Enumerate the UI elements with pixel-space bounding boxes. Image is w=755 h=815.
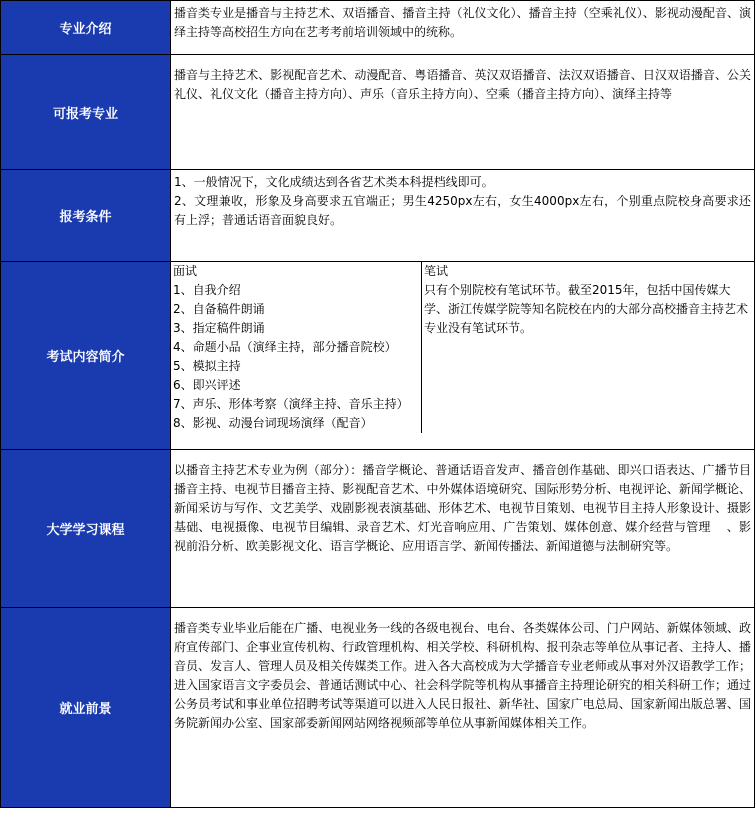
- row-label-majors: 可报考专业: [1, 55, 171, 170]
- interview-item: 7、声乐、形体考察（演绎主持、音乐主持）: [173, 397, 409, 411]
- row-label-career: 就业前景: [1, 608, 171, 808]
- interview-item: 3、指定稿件朗诵: [173, 321, 265, 335]
- row-content-exam: [171, 262, 755, 450]
- row-content-majors: [171, 55, 755, 170]
- requirement-line-1: 1、一般情况下，文化成绩达到各省艺术类本科提档线即可。: [174, 175, 494, 189]
- row-label-intro: 专业介绍: [1, 1, 171, 55]
- interview-item: 1、自我介绍: [173, 283, 241, 297]
- row-label-exam: 考试内容简介: [1, 262, 171, 450]
- row-content-requirements: [171, 170, 755, 262]
- row-requirements: [1, 170, 755, 262]
- row-career: [1, 608, 755, 808]
- row-content-intro: [171, 1, 755, 55]
- row-content-career: [171, 608, 755, 808]
- written-text: 只有个别院校有笔试环节。截至2015年，包括中国传媒大学、浙江传媒学院等知名院校在内的大部分高校播音主持艺术专业没有笔试环节。: [424, 283, 749, 335]
- interview-item: 4、命题小品（演绎主持，部分播音院校）: [173, 340, 397, 354]
- interview-cell: [171, 262, 422, 433]
- interview-title: 面试: [173, 264, 198, 278]
- interview-item: 8、影视、动漫台词现场演绎（配音）: [173, 416, 373, 430]
- row-label-courses: 大学学习课程: [1, 450, 171, 608]
- row-intro: [1, 1, 755, 55]
- row-content-courses: [171, 450, 755, 608]
- requirement-line-2: 2、文理兼收，形象及身高要求五官端正；男生4250px左右，女生4000px左右，个别重点院校身高要求还有上浮；普通话语音面貌良好。: [174, 194, 751, 227]
- interview-item: 6、即兴评述: [173, 378, 241, 392]
- written-title: 笔试: [424, 264, 449, 278]
- interview-item: 5、模拟主持: [173, 359, 241, 373]
- row-courses: [1, 450, 755, 608]
- exam-inner-table: [171, 262, 754, 433]
- written-cell: [422, 262, 755, 433]
- courses-text: 以播音主持艺术专业为例（部分）：播音学概论、普通话语音发声、播音创作基础、即兴口语表达、广播节目播音主持、电视节目播音主持、影视配音艺术、中外媒体语境研究、国际形势分析、电视评论、新闻学概论、新闻采访与写作、文艺美学、戏剧影视表演基础、形体艺术、电视节目策划、电视节目主持人形象设计、摄影基础、电视摄像、电视节目编辑、录音艺术、灯光音响应用、广告策划、媒体创意、媒介经营与管理 、影视前沿分析、欧美影视文化、语言学概论、应用语言学、新闻传播法、新闻道德与法制研究等。: [174, 463, 751, 553]
- career-text: 播音类专业毕业后能在广播、电视业务一线的各级电视台、电台、各类媒体公司、门户网站、新媒体领域、政府宣传部门、企事业宣传机构、行政管理机构、相关学校、科研机构、报刊杂志等单位从事记者、主持人、播音员、发言人、管理人员及相关传媒类工作。进入各大高校成为大学播音专业老师或从事对外汉语教学工作；进入国家语言文字委员会、普通话测试中心、社会科学院等机构从事播音主持理论研究的相关科研工作；通过公务员考试和事业单位招聘考试等渠道可以进入人民日报社、新华社、国家广电总局、国家新闻出版总署、国务院新闻办公室、国家部委新闻网站网络视频部等单位从事新闻媒体相关工作。: [174, 621, 751, 730]
- row-exam: [1, 262, 755, 450]
- intro-text: 播音类专业是播音与主持艺术、双语播音、播音主持（礼仪文化）、播音主持（空乘礼仪）、影视动漫配音、演绎主持等高校招生方向在艺考考前培训领域中的统称。: [174, 6, 751, 39]
- interview-item: 2、自备稿件朗诵: [173, 302, 265, 316]
- row-label-requirements: 报考条件: [1, 170, 171, 262]
- row-majors: [1, 55, 755, 170]
- majors-text: 播音与主持艺术、影视配音艺术、动漫配音、粤语播音、英汉双语播音、法汉双语播音、日汉双语播音、公关礼仪、礼仪文化（播音主持方向）、声乐（音乐主持方向）、空乘（播音主持方向）、演绎主持等: [174, 68, 751, 101]
